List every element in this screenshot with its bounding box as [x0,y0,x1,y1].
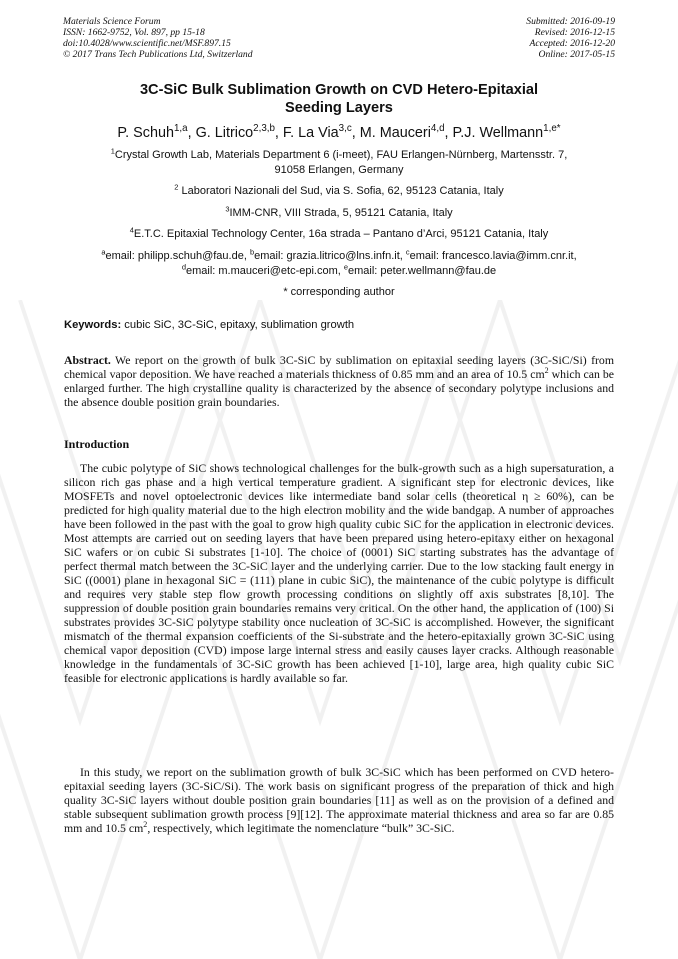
paragraph-superscript: 2 [143,820,148,830]
author-separator: , [274,125,283,141]
corresponding-author-note: * corresponding author [283,286,395,298]
publication-dates [526,16,615,60]
author-list [40,124,638,142]
intro-paragraph-2 [64,765,614,835]
title-line-2: Seeding Layers [285,100,393,116]
author-name: P.J. Wellmann [452,125,544,141]
submitted-date: Submitted: 2016-09-19 [526,16,615,27]
author-name: F. La Via [282,125,339,141]
author-affiliation-marker: 1,e* [543,123,561,135]
author-name: G. Litrico [195,125,254,141]
abstract-text: which can be enlarged further. The high crystalline quality is characterized by the absence of secondary polytype inclusions and the absence double position grain boundaries. [64,367,615,409]
revised-date: Revised: 2016-12-15 [534,27,615,38]
keywords-line [64,319,615,331]
author-separator: , [444,125,453,141]
affiliation-marker: 1 [110,146,115,156]
issn-line: ISSN: 1662-9752, Vol. 897, pp 15-18 [63,27,205,38]
affiliation-1 [63,148,615,178]
journal-info [63,16,253,60]
author-affiliation-marker: 2,3,b [253,123,275,135]
copyright-line: © 2017 Trans Tech Publications Ltd, Switzerland [63,49,253,60]
accepted-date: Accepted: 2016-12-20 [529,38,615,49]
author-affiliation-marker: 1,a [173,123,188,135]
abstract-paragraph [64,353,614,409]
affiliation-text: Crystal Growth Lab, Materials Department 6 (i-meet), FAU Erlangen-Nürnberg, Martensstr. 7, [114,149,568,161]
affiliation-text: 91058 Erlangen, Germany [274,164,404,176]
email-block [40,249,638,279]
affiliation-3 [63,206,615,221]
abstract-label: Abstract. [64,353,111,367]
email-marker: c [405,247,410,257]
author-separator: , [187,125,196,141]
affiliation-marker: 3 [225,204,230,214]
email-marker: b [249,247,255,257]
intro-paragraph-1: The cubic polytype of SiC shows technological challenges for the bulk-growth such as a high supersaturation, a silicon rich gas phase and a high vertical temperature gradient. A significant step for electronic devices, like MOSFETs and novel optoelectronic devices like intermediate band solar cells (theoretical η ≥ 60%), can be predicted for high quality material due to the high electron mobility and the wide bandgap. A number of approaches have been followed in the past with the goal to grow high quality cubic SiC for the application in electronic devices. Most attempts are carried out on seeding layers that have been prepared using hetero-epitaxy either on hexagonal SiC wafers or on cubic Si substrates [1-10]. The choice of (0001) SiC starting substrates has the advantage of perfect thermal match between the 3C-SiC layer and the underlying carrier. Due to the low stacking fault energy in SiC ((0001) plane in hexagonal SiC = (111) plane in cubic SiC), the maintenance of the cubic polytype is difficult and requires very stable step flow growth processing conditions on slightly off axis substrates [8,10]. The suppression of double position grain boundaries remains very critical. On the other hand, the application of (100) Si substrates provides 3C-SiC polytype stability once nucleation of 3C-SiC is accomplished. However, the significant mismatch of the thermal expansion coefficients of the Si-substrate and the hetero-epitaxially grown 3C-SiC using chemical vapor deposition (CVD) impose large internal stress and easily causes layer cracks. Although reasonable knowledge in the fundamentals of 3C-SiC growth has been achieved [1-10], large area, high quality cubic SiC feasible for electronic applications is hardly available so far. [64,461,614,685]
author-affiliation-marker: 3,c [338,123,352,135]
affiliation-text: IMM-CNR, VIII Strada, 5, 95121 Catania, Italy [229,207,453,219]
email-entry: email: m.mauceri@etc-epi.com, [185,265,344,277]
email-entry: email: peter.wellmann@fau.de [348,265,497,277]
section-heading: Introduction [64,437,130,451]
title-line-1: 3C-SiC Bulk Sublimation Growth on CVD Hetero-Epitaxial [139,82,539,98]
email-marker: a [101,247,106,257]
author-name: P. Schuh [117,125,174,141]
affiliation-2 [63,184,615,199]
affiliation-marker: 4 [129,225,134,235]
email-marker: e [343,262,349,272]
doi-line: doi:10.4028/www.scientific.net/MSF.897.15 [63,38,231,49]
paper-title [63,81,615,117]
email-entry: email: philipp.schuh@fau.de, [105,250,250,262]
affiliation-marker: 2 [174,182,179,192]
paragraph-text: , respectively, which legitimate the nomenclature “bulk” 3C-SiC. [147,821,455,835]
email-marker: d [181,262,186,272]
abstract-superscript: 2 [544,366,549,376]
keywords-text: cubic SiC, 3C-SiC, epitaxy, sublimation growth [121,319,355,331]
author-affiliation-marker: 4,d [430,123,445,135]
keywords-label: Keywords: [64,319,122,331]
email-entry: email: francesco.lavia@imm.cnr.it, [409,250,577,262]
journal-name: Materials Science Forum [63,16,161,27]
affiliation-4 [63,227,615,242]
author-separator: , [351,125,360,141]
affiliation-text: E.T.C. Epitaxial Technology Center, 16a strada – Pantano d’Arci, 95121 Catania, Italy [133,228,549,240]
abstract-text: We report on the growth of bulk 3C-SiC by sublimation on epitaxial seeding layers (3C-SiC/Si) from chemical vapor deposition. We have reached a materials thickness of 0.85 mm and an area of 10.5 cm [64,353,614,381]
affiliation-text: Laboratori Nazionali del Sud, via S. Sofia, 62, 95123 Catania, Italy [178,185,504,197]
email-entry: email: grazia.litrico@lns.infn.it, [254,250,406,262]
online-date: Online: 2017-05-15 [538,49,615,60]
author-name: M. Mauceri [359,125,431,141]
paragraph-text: In this study, we report on the sublimation growth of bulk 3C-SiC which has been performed on CVD hetero-epitaxial seeding layers (3C-SiC/Si). The work basis on significant progress of the preparation of thick and high quality 3C-SiC layers without double position grain boundaries [11] as well as on the provision of a defined and stable subsequent sublimation growth process [9][12]. The approximate material thickness and area so far are 0.85 mm and 10.5 cm [64,765,614,835]
